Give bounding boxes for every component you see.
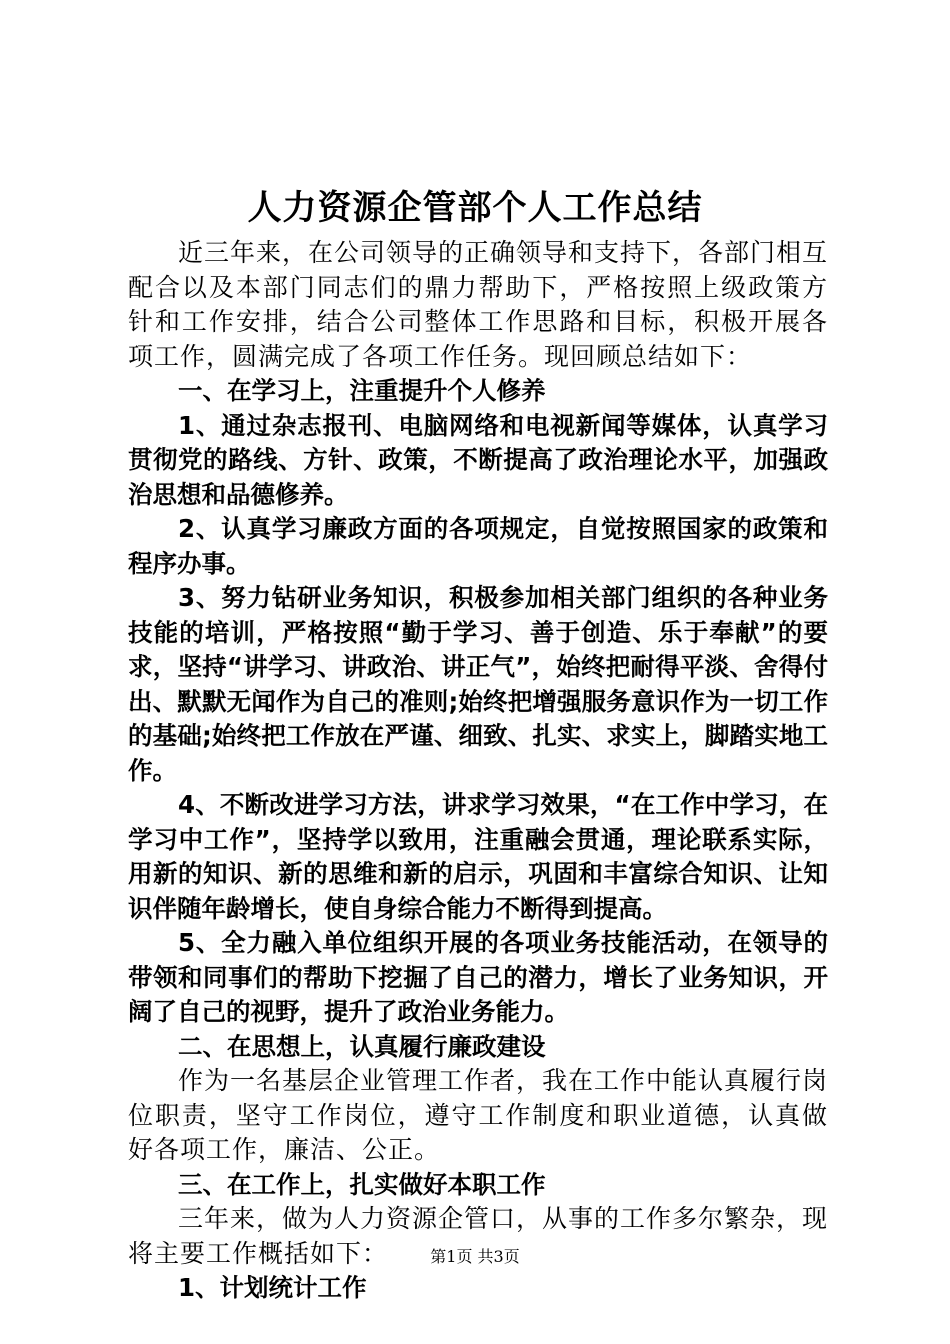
paragraph-section-3: 三年来，做为人力资源企管口，从事的工作多尔繁杂，现将主要工作概括如下：: [128, 1204, 829, 1268]
list-item-5: 5、全力融入单位组织开展的各项业务技能活动，在领导的带领和同事们的帮助下挖掘了自己的潜力，增长了业务知识，开阔了自己的视野，提升了政治业务能力。: [128, 928, 828, 1026]
sub-heading-planning: 1、计划统计工作: [178, 1273, 367, 1302]
list-item-4: 4、不断改进学习方法，讲求学习效果，“在工作中学习，在学习中工作”，坚持学以致用，注重融会贯通，理论联系实际，用新的知识、新的思维和新的启示，巩固和丰富综合知识、让知识伴随年龄增长，使自身综合能力不断得到提高。: [128, 790, 828, 923]
list-item-1: 1、通过杂志报刊、电脑网络和电视新闻等媒体，认真学习贯彻党的路线、方针、政策，不断提高了政治理论水平，加强政治思想和品德修养。: [128, 410, 828, 509]
list-item-3: 3、努力钻研业务知识，积极参加相关部门组织的各种业务技能的培训，严格按照“勤于学习、善于创造、乐于奉献”的要求，坚持“讲学习、讲政治、讲正气”，始终把耐得平淡、舍得付出、默默无闻作为自己的准则;始终把增强服务意识作为一切工作的基础;始终把工作放在严谨、细致、扎实、求实上，脚踏实地工作。: [128, 583, 828, 785]
section-heading-1: 一、在学习上，注重提升个人修养: [178, 376, 546, 405]
list-item-2: 2、认真学习廉政方面的各项规定，自觉按照国家的政策和程序办事。: [128, 514, 828, 578]
section-heading-2: 二、在思想上，认真履行廉政建设: [178, 1031, 546, 1061]
page-footer: 第1页 共3页: [430, 1247, 520, 1266]
section-heading-3: 三、在工作上，扎实做好本职工作: [178, 1169, 546, 1199]
document-title: 人力资源企管部个人工作总结: [247, 188, 703, 228]
document-body: [128, 236, 828, 1306]
paragraph-section-2: 作为一名基层企业管理工作者，我在工作中能认真履行岗位职责，坚守工作岗位，遵守工作制度和职业道德，认真做好各项工作，廉洁、公正。: [128, 1066, 829, 1164]
paragraph-intro: 近三年来，在公司领导的正确领导和支持下，各部门相互配合以及本部门同志们的鼎力帮助下，严格按照上级政策方针和工作安排，结合公司整体工作思路和目标，积极开展各项工作，圆满完成了各项工作任务。现回顾总结如下：: [128, 238, 829, 371]
